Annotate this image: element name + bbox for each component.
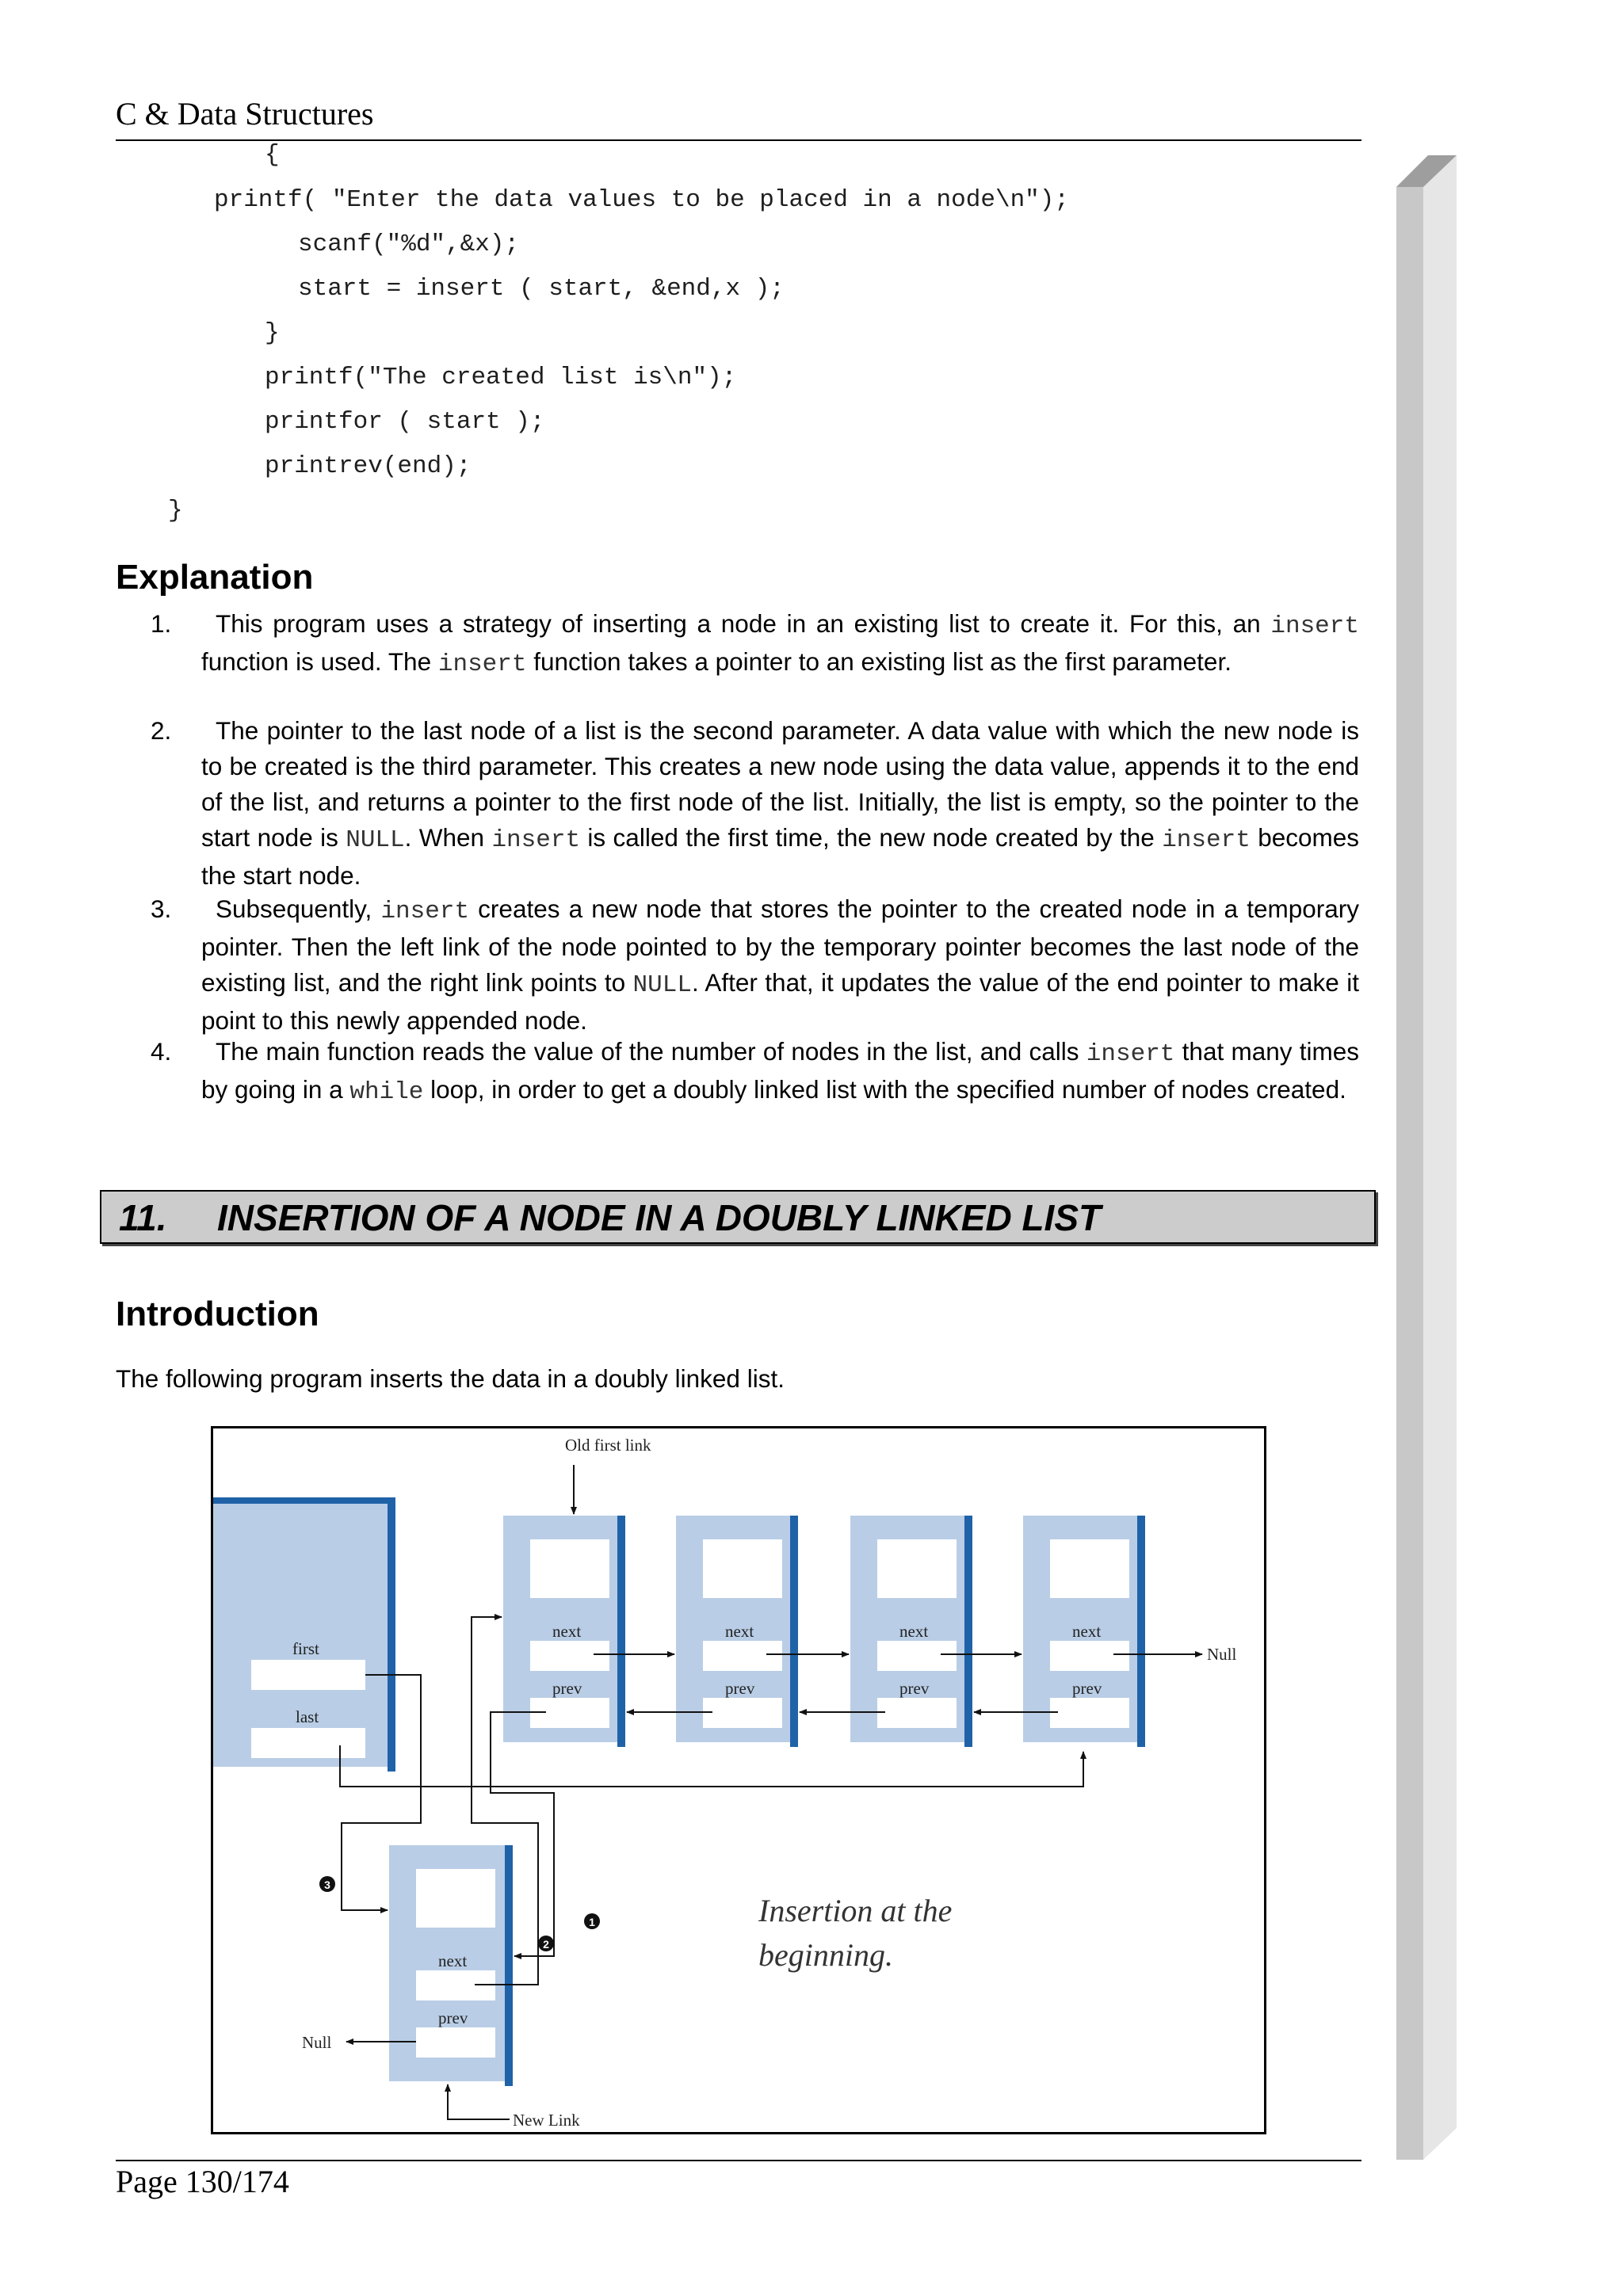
- step-marker: [584, 1913, 600, 1929]
- item-text: Subsequently, insert creates a new node that stores the pointer to the created node in a temporary pointer. Then the left link of the node pointed to by the temporary pointer becomes the last node of the existing list, and the right link points to NULL. After that, it updates the value of the end pointer to make it point to this newly appended node.: [201, 894, 1359, 1035]
- code-line: printf( "Enter the data values to be placed in a node\n");: [214, 186, 1069, 214]
- item-number: 3.: [151, 894, 172, 923]
- prev-label: prev: [725, 1679, 755, 1698]
- first-label: first: [292, 1639, 319, 1658]
- item-text: The main function reads the value of the number of nodes in the list, and calls insert that many times by going in a while loop, in order to get a doubly linked list with the specified number of nodes created.: [201, 1037, 1359, 1106]
- code-line: printfor ( start );: [265, 408, 545, 436]
- introduction-heading: Introduction: [116, 1295, 319, 1333]
- old-first-link-label: Old first link: [565, 1436, 651, 1455]
- running-header: C & Data Structures: [116, 96, 374, 132]
- code-line: }: [168, 497, 183, 524]
- page-edge-decoration: [1396, 155, 1457, 2160]
- next-label: next: [552, 1622, 582, 1641]
- next-label: next: [725, 1622, 754, 1641]
- list-header-block: [213, 1497, 395, 1772]
- page-number: Page 130/174: [116, 2164, 289, 2199]
- null-label: Null: [302, 2033, 332, 2052]
- code-line: printf("The created list is\n");: [265, 364, 737, 391]
- code-line: }: [265, 319, 280, 347]
- code-line: {: [265, 141, 280, 169]
- svg-text:1: 1: [589, 1916, 595, 1928]
- footer-rule: [116, 2160, 1361, 2161]
- new-node: [389, 1845, 513, 2086]
- next-label: next: [1072, 1622, 1102, 1641]
- code-line: printrev(end);: [265, 452, 472, 480]
- step-marker: [538, 1936, 554, 1951]
- last-label: last: [296, 1707, 319, 1726]
- prev-label: prev: [438, 2008, 468, 2027]
- figure-caption: beginning.: [758, 1937, 893, 1973]
- null-label: Null: [1207, 1645, 1237, 1664]
- figure-caption: Insertion at the: [758, 1893, 953, 1928]
- new-link-label: New Link: [513, 2111, 580, 2130]
- linked-list-diagram: [213, 1428, 1264, 2132]
- code-line: scanf("%d",&x);: [298, 231, 520, 258]
- item-number: 4.: [151, 1037, 172, 1066]
- next-label: next: [438, 1951, 468, 1970]
- section-number: 11.: [119, 1197, 167, 1238]
- prev-label: prev: [1072, 1679, 1102, 1698]
- explanation-heading: Explanation: [116, 558, 314, 597]
- next-label: next: [899, 1622, 929, 1641]
- step-marker: [319, 1876, 335, 1892]
- introduction-text: The following program inserts the data in a doubly linked list.: [116, 1364, 785, 1393]
- linked-list-figure: [211, 1426, 1266, 2134]
- code-line: start = insert ( start, &end,x );: [298, 275, 785, 303]
- item-text: This program uses a strategy of inserting a node in an existing list to create it. For this, an insert function is used. The insert function takes a pointer to an existing list as the first parameter.: [201, 609, 1359, 678]
- item-text: The pointer to the last node of a list is the second parameter. A data value with which the new node is to be created is the third parameter. This creates a new node using the data value, appends it to the end of the list, and returns a pointer to the first node of the list. Initially, the list is empty, so the pointer to the start node is NULL. When insert is called the first time, the new node created by the insert becomes the start node.: [201, 716, 1360, 890]
- prev-label: prev: [899, 1679, 930, 1698]
- item-number: 2.: [151, 716, 172, 745]
- header-rule: [116, 139, 1361, 141]
- svg-text:3: 3: [324, 1878, 330, 1891]
- section-title: INSERTION OF A NODE IN A DOUBLY LINKED LIST: [217, 1197, 1102, 1238]
- section-banner: [100, 1190, 1376, 1244]
- prev-label: prev: [552, 1679, 582, 1698]
- item-number: 1.: [151, 609, 172, 638]
- svg-text:2: 2: [543, 1938, 549, 1951]
